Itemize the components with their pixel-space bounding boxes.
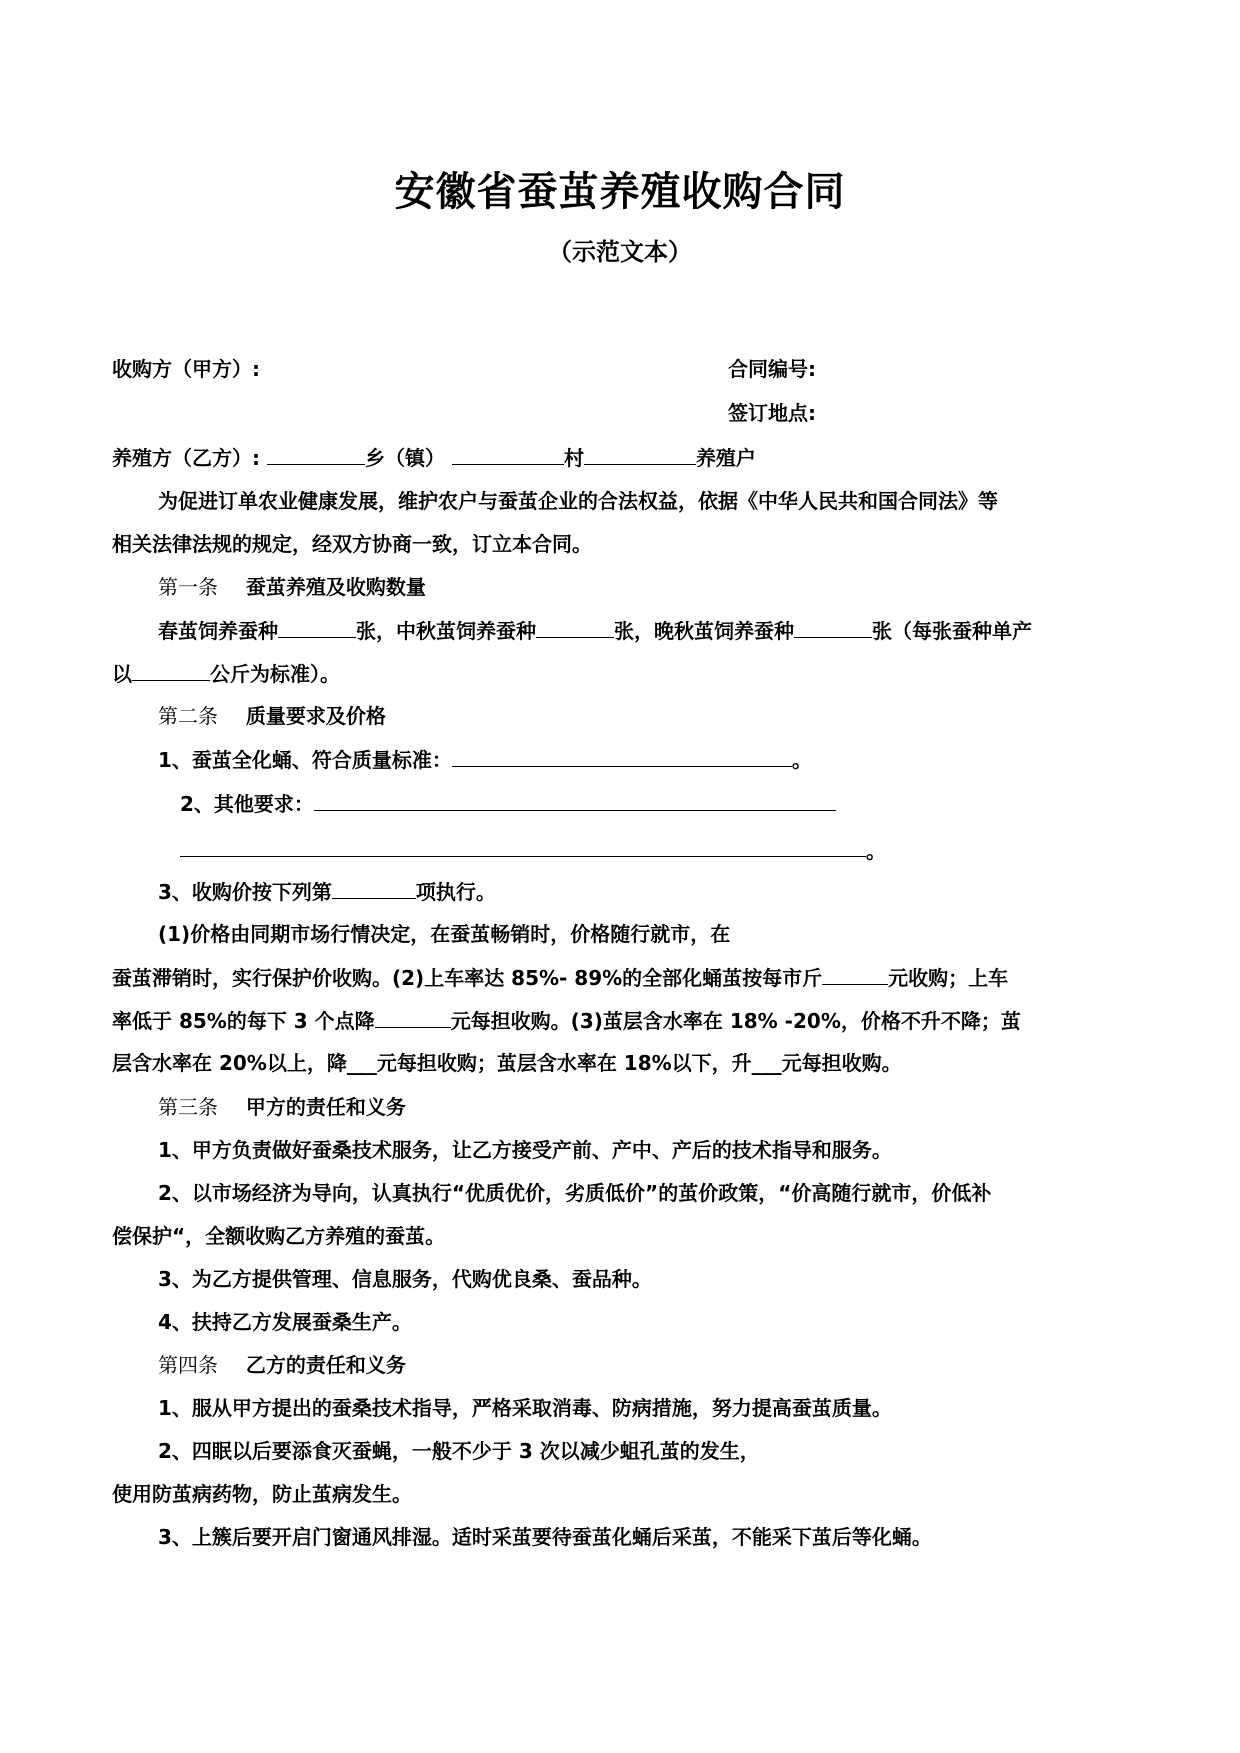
midautumn-seed-label: 张，中秋茧饲养蚕种: [356, 619, 536, 643]
article1-no: 第一条: [158, 575, 218, 599]
preamble-line-2: 相关法律法规的规定，经双方协商一致，订立本合同。: [112, 532, 592, 556]
household-blank[interactable]: [584, 442, 696, 465]
other-requirements-end: 。: [866, 839, 886, 863]
article4-heading: [158, 1350, 406, 1380]
other-requirements-blank-2[interactable]: [180, 856, 866, 857]
article3-item4: 4、扶持乙方发展蚕桑生产。: [158, 1310, 412, 1334]
article3-item2-line1: 2、以市场经济为导向，认真执行“优质优价，劣质低价”的茧价政策，“价高随行就市，价低补: [158, 1181, 992, 1205]
household-label: 养殖户: [695, 446, 756, 470]
price-para-line-1: (1)价格由同期市场行情决定，在蚕茧畅销时，价格随行就市，在: [158, 922, 731, 946]
quality-standard-blank[interactable]: [452, 744, 792, 767]
yield-suffix: 公斤为标准）。: [210, 662, 340, 686]
article3-no: 第三条: [158, 1095, 218, 1119]
price-para-2b: 元收购；上车: [888, 966, 1009, 990]
breeder-label: 养殖方（乙方）:: [112, 446, 260, 470]
midautumn-seed-blank[interactable]: [536, 615, 614, 638]
article2-heading: [158, 701, 386, 731]
yield-prefix: 以: [112, 662, 132, 686]
article2-item2: [180, 788, 836, 819]
article4-no: 第四条: [158, 1353, 218, 1377]
article3-item1: 1、甲方负责做好蚕桑技术服务，让乙方接受产前、产中、产后的技术指导和服务。: [158, 1138, 892, 1162]
buyer-label: 收购方（甲方）:: [112, 357, 260, 381]
article1-heading: [158, 572, 426, 602]
village-blank[interactable]: [452, 442, 564, 465]
price-drop-blank[interactable]: [375, 1005, 451, 1028]
article2-item3: [158, 876, 496, 907]
price-option-label: 3、收购价按下列第: [158, 880, 332, 904]
article4-item3: 3、上簇后要开启门窗通风排湿。适时采茧要待蚕茧化蛹后采茧，不能采下茧后等化蛹。: [158, 1525, 932, 1549]
spring-seed-blank[interactable]: [278, 615, 356, 638]
quality-standard-label: 1、蚕茧全化蛹、符合质量标准：: [158, 748, 452, 772]
article3-heading: [158, 1092, 406, 1122]
article1-yield-line: [112, 658, 340, 689]
price-option-suffix: 项执行。: [415, 880, 496, 904]
article4-item2-line2: 使用防茧病药物，防止茧病发生。: [112, 1482, 412, 1506]
price-para-line-2: [112, 962, 1008, 993]
article4-item1: 1、服从甲方提出的蚕桑技术指导，严格采取消毒、防病措施，努力提高蚕茧质量。: [158, 1396, 892, 1420]
sign-place-label: 签订地点:: [728, 401, 816, 425]
price-option-blank[interactable]: [332, 876, 416, 899]
yield-blank[interactable]: [132, 658, 210, 681]
lateautumn-seed-blank[interactable]: [794, 615, 872, 638]
price-para-2a: 蚕茧滞销时，实行保护价收购。(2)上车率达 85%- 89%的全部化蛹茧按每市斤: [112, 966, 823, 990]
other-requirements-label: 2、其他要求：: [180, 792, 314, 816]
quality-standard-end: 。: [791, 748, 812, 772]
article2-title: 质量要求及价格: [245, 704, 386, 728]
article1-quantity-line: [158, 615, 1032, 646]
preamble-line-1: 为促进订单农业健康发展，维护农户与蚕茧企业的合法权益，依据《中华人民共和国合同法》等: [158, 489, 998, 513]
price-para-line-4: 层含水率在 20%以上，降___元每担收购；茧层含水率在 18%以下，升___元每担收购。: [112, 1051, 902, 1075]
village-label: 村: [563, 446, 584, 470]
price-per-jin-blank[interactable]: [822, 962, 888, 985]
article2-item1: [158, 744, 812, 775]
article2-no: 第二条: [158, 704, 218, 728]
price-para-3a: 率低于 85%的每下 3 个点降: [112, 1009, 375, 1033]
article4-item2-line1: 2、四眠以后要添食灭蚕蝇，一般不少于 3 次以减少蛆孔茧的发生，: [158, 1439, 760, 1463]
document-title: 安徽省蚕茧养殖收购合同: [394, 169, 846, 215]
price-para-line-3: [112, 1005, 1021, 1036]
yield-label: 张（每张蚕种单产: [872, 619, 1032, 643]
article3-item3: 3、为乙方提供管理、信息服务，代购优良桑、蚕品种。: [158, 1267, 652, 1291]
article3-item2-line2: 偿保护“，全额收购乙方养殖的蚕茧。: [112, 1224, 446, 1248]
article3-title: 甲方的责任和义务: [245, 1095, 406, 1119]
document-subtitle: （示范文本）: [548, 238, 692, 266]
breeder-line: [112, 442, 756, 473]
price-para-3b: 元每担收购。(3)茧层含水率在 18% -20%，价格不升不降；茧: [450, 1009, 1021, 1033]
contract-no-label: 合同编号:: [728, 357, 816, 381]
other-requirements-blank-1[interactable]: [314, 788, 836, 811]
spring-seed-label: 春茧饲养蚕种: [158, 619, 278, 643]
article4-title: 乙方的责任和义务: [245, 1353, 406, 1377]
article1-title: 蚕茧养殖及收购数量: [245, 575, 426, 599]
township-label: 乡（镇）: [364, 446, 445, 470]
township-blank[interactable]: [267, 442, 365, 465]
lateautumn-seed-label: 张，晚秋茧饲养蚕种: [614, 619, 794, 643]
